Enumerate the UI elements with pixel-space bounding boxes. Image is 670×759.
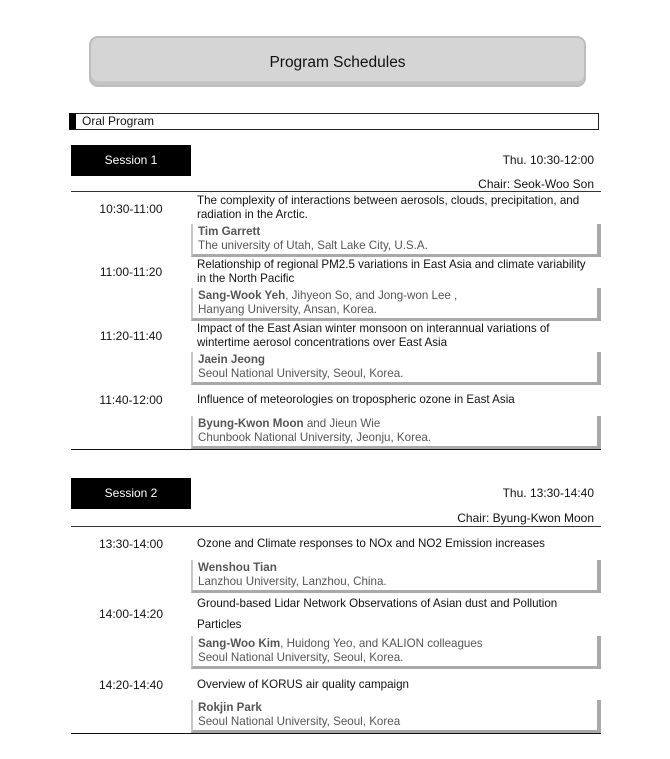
coauthors: and Jieun Wie xyxy=(303,417,381,430)
talk-time: 11:40-12:00 xyxy=(99,393,163,407)
affiliation: The university of Utah, Salt Lake City, U.S.A. xyxy=(198,239,428,252)
talk-time: 14:20-14:40 xyxy=(98,678,164,692)
session-1-chair: Chair: Seok-Woo Son xyxy=(478,177,594,191)
affiliation: Seoul National University, Seoul, Korea. xyxy=(198,651,404,664)
affiliation: Seoul National University, Seoul, Korea. xyxy=(198,367,404,380)
presenter-name: Tim Garrett xyxy=(198,225,261,238)
affiliation: Lanzhou University, Lanzhou, China. xyxy=(198,575,387,588)
talk-title: Impact of the East Asian winter monsoon on interannual variations of wintertime aerosol concentrations over East Asia xyxy=(197,322,550,349)
session-1-bottom-rule xyxy=(71,449,601,450)
talk-title: The complexity of interactions between aerosols, clouds, precipitation, and radiation in the Arctic. xyxy=(197,194,580,221)
talk-title: Ground-based Lidar Network Observations of Asian dust and Pollution Particles xyxy=(197,597,558,631)
author-box xyxy=(191,288,601,321)
talk-time: 14:00-14:20 xyxy=(98,607,164,621)
session-2-top-rule xyxy=(71,526,601,527)
presenter-name: Wenshou Tian xyxy=(198,561,277,574)
talk-time: 10:30-11:00 xyxy=(99,202,163,216)
affiliation: Hanyang University, Ansan, Korea. xyxy=(198,303,377,316)
coauthors: , Huidong Yeo, and KALION colleagues xyxy=(280,637,483,650)
affiliation: Seoul National University, Seoul, Korea xyxy=(198,715,401,728)
presenter-name: Rokjin Park xyxy=(198,701,262,714)
program-title-banner xyxy=(89,36,586,87)
author-box xyxy=(191,560,601,593)
author-box xyxy=(191,352,601,385)
talk-time: 11:20-11:40 xyxy=(99,329,163,343)
session-1-time: Thu. 10:30-12:00 xyxy=(502,153,594,167)
talk-title: Influence of meteorologies on tropospheric ozone in East Asia xyxy=(197,393,515,406)
presenter-name: Sang-Woo Kim xyxy=(198,637,281,650)
talk-title: Relationship of regional PM2.5 variations in East Asia and climate variability in the North Pacific xyxy=(197,258,586,285)
page-title: Program Schedules xyxy=(269,54,406,71)
talk-title: Overview of KORUS air quality campaign xyxy=(197,678,409,691)
session-2-bottom-rule xyxy=(71,733,601,734)
session-2-label: Session 2 xyxy=(71,478,191,509)
presenter-name: Jaein Jeong xyxy=(198,353,266,366)
author-box xyxy=(191,224,601,257)
presenter-name: Sang-Wook Yeh xyxy=(198,289,286,302)
session-2-chair: Chair: Byung-Kwon Moon xyxy=(457,511,594,525)
affiliation: Chunbook National University, Jeonju, Korea. xyxy=(198,431,432,444)
talk-time: 13:30-14:00 xyxy=(98,537,164,551)
coauthors: , Jihyeon So, and Jong-won Lee , xyxy=(285,289,458,302)
talk-title: Ozone and Climate responses to NOx and NO2 Emission increases xyxy=(197,537,545,550)
talk-time: 11:00-11:20 xyxy=(99,265,163,279)
presenter-name: Byung-Kwon Moon xyxy=(198,417,304,430)
section-header-oral-program: Oral Program xyxy=(69,113,599,130)
session-2-time: Thu. 13:30-14:40 xyxy=(502,486,594,500)
session-1-top-rule xyxy=(71,191,601,192)
author-box xyxy=(191,636,601,669)
author-box xyxy=(191,700,601,733)
author-box xyxy=(191,416,601,449)
session-1-label: Session 1 xyxy=(71,145,191,176)
